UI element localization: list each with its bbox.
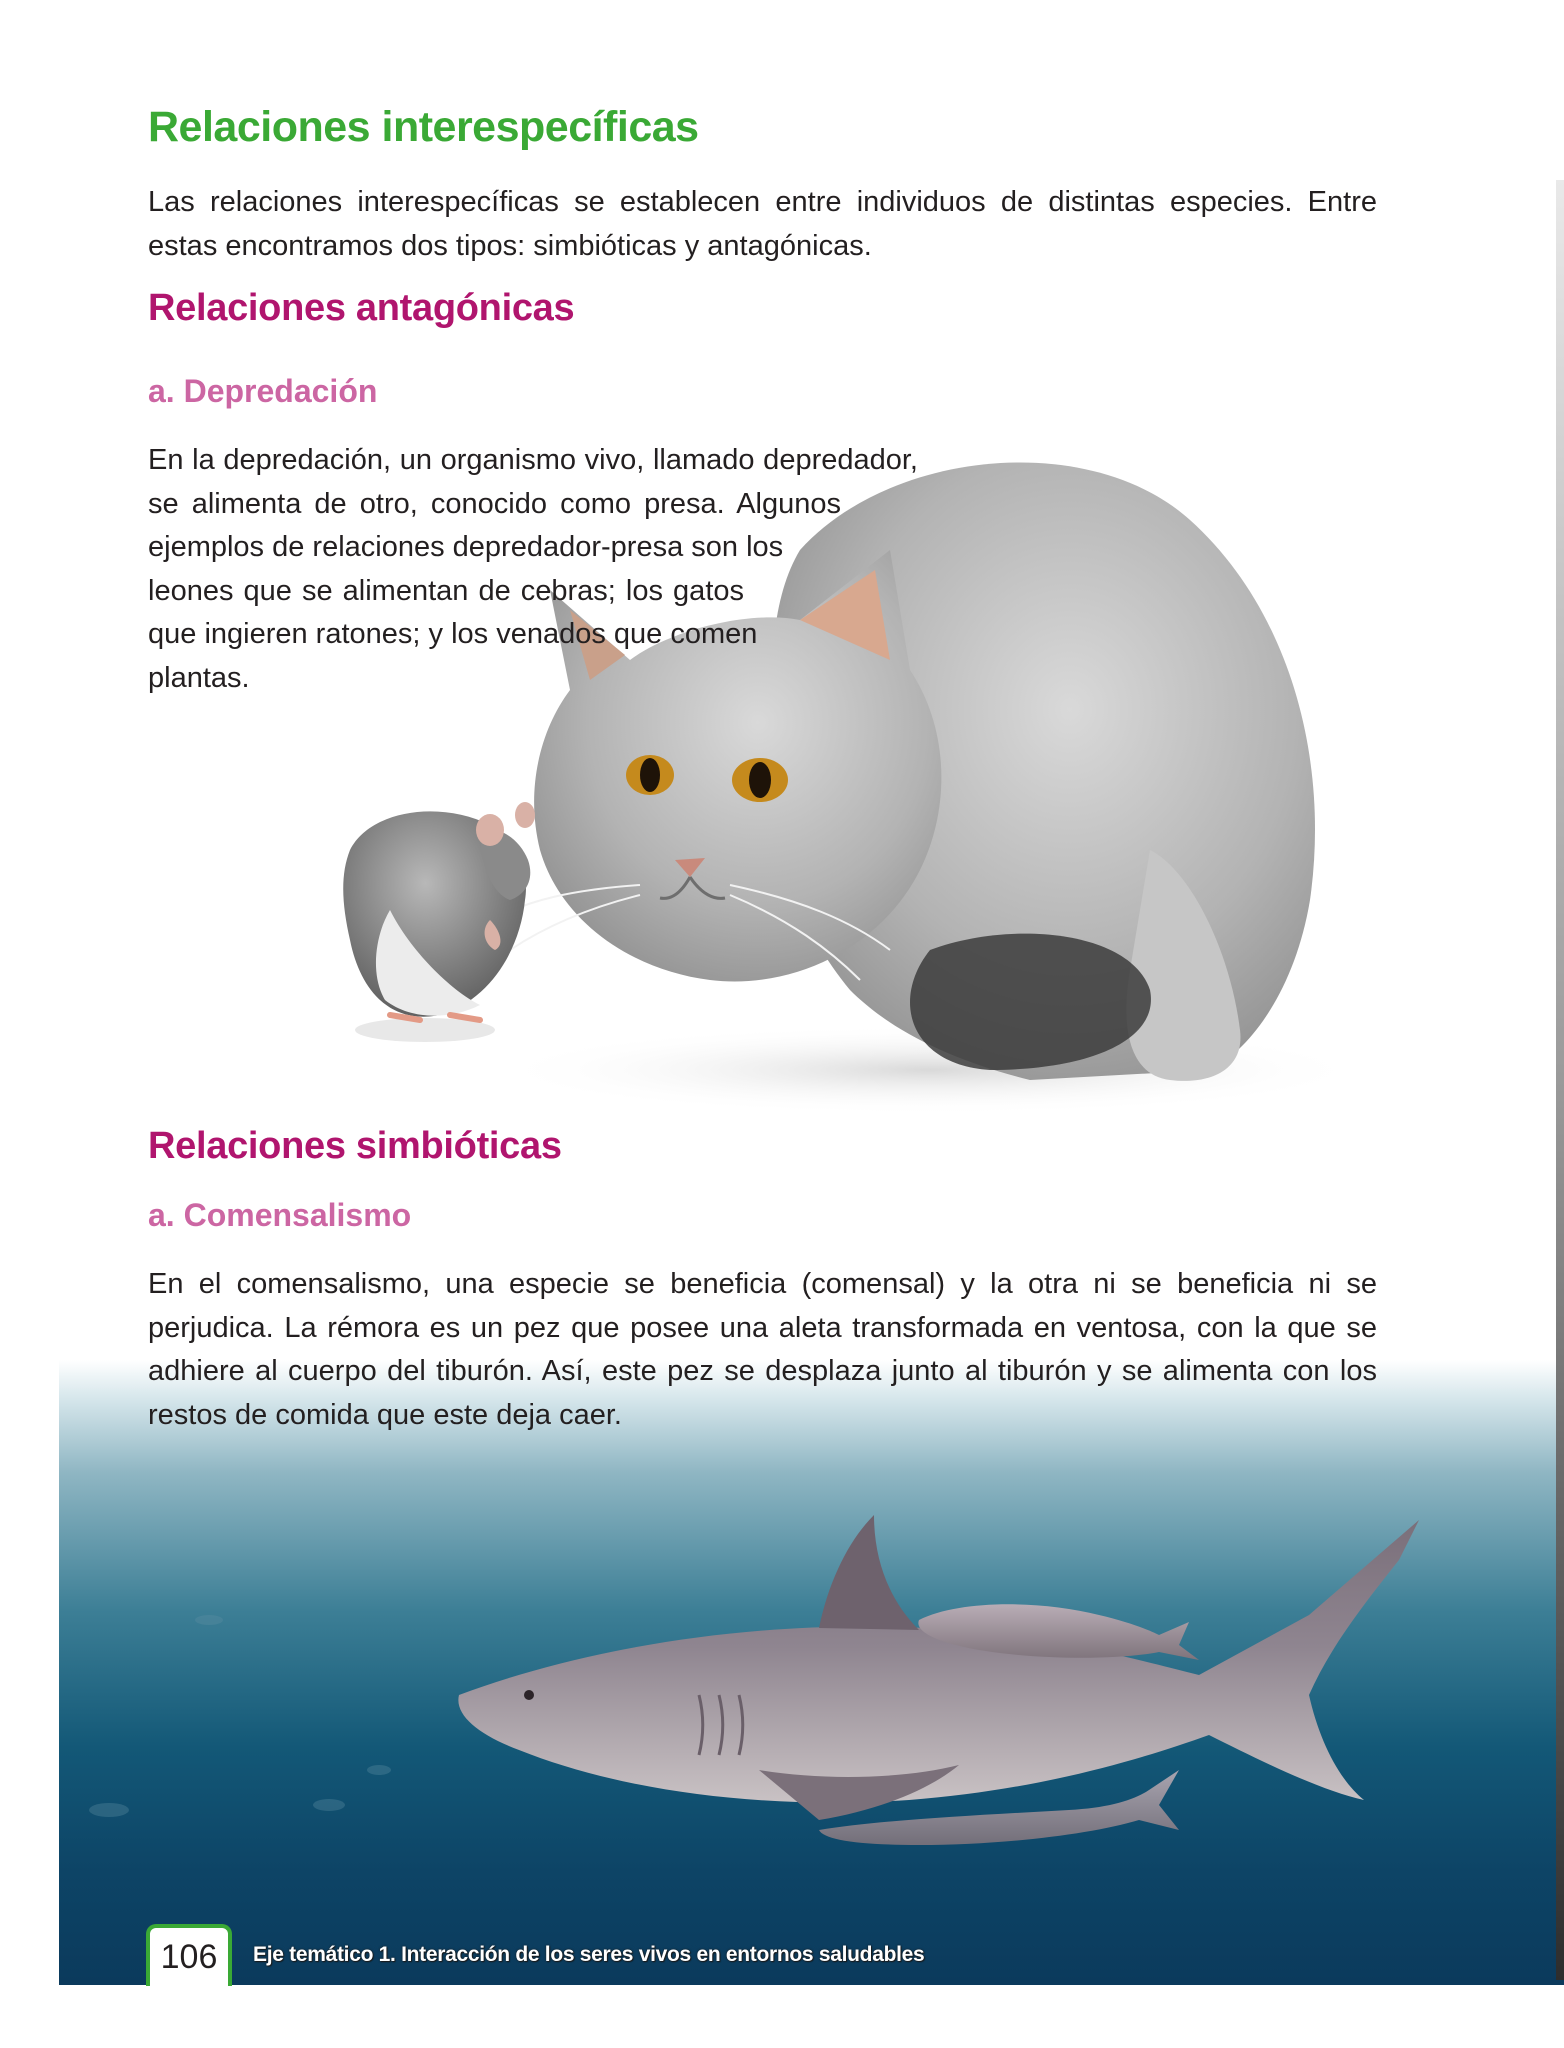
comensalismo-subheading: a. Comensalismo [148,1197,412,1233]
page-number-tab [146,1924,232,1986]
footer-theme-text: Eje temático 1. Interacción de los seres vivos en entornos saludables [253,1943,925,1966]
antagonicas-heading: Relaciones antagónicas [148,287,575,329]
simbioticas-heading: Relaciones simbióticas [148,1125,562,1167]
section-title: Relaciones interespecíficas [148,103,699,151]
depredacion-line-1: En la depredación, un organismo vivo, llamado depredador, [148,444,918,476]
depredacion-line-3: ejemplos de relaciones depredador-presa son los [148,531,784,563]
comensalismo-paragraph: En el comensalismo, una especie se beneficia (comensal) y la otra ni se beneficia ni se perjudica. La rémora es un pez que posee una aleta transformada en ventosa, con la que se adhiere al cuerpo del tiburón. Así, este pez se desplaza junto al tiburón y se alimenta con los restos de comida que este deja caer. [148,1268,1377,1431]
depredacion-line-2: se alimenta de otro, conocido como presa. Algunos [148,487,841,520]
depredacion-line-6: plantas. [148,661,250,694]
depredacion-subheading: a. Depredación [148,373,378,409]
intro-paragraph: Las relaciones interespecíficas se establecen entre individuos de distintas especies. Entre estas encontramos dos tipos: simbióticas y antagónicas. [148,186,1377,262]
depredacion-line-5: que ingieren ratones; y los venados que comen [148,618,758,650]
shark-illustration [59,1360,1564,1985]
depredacion-line-4: leones que se alimentan de cebras; los gatos [148,574,744,607]
page-number: 106 [160,1937,218,1976]
depredacion-paragraph [148,439,928,700]
shark-remora-image [59,1360,1564,1985]
page-edge-shadow [1556,180,1564,1980]
